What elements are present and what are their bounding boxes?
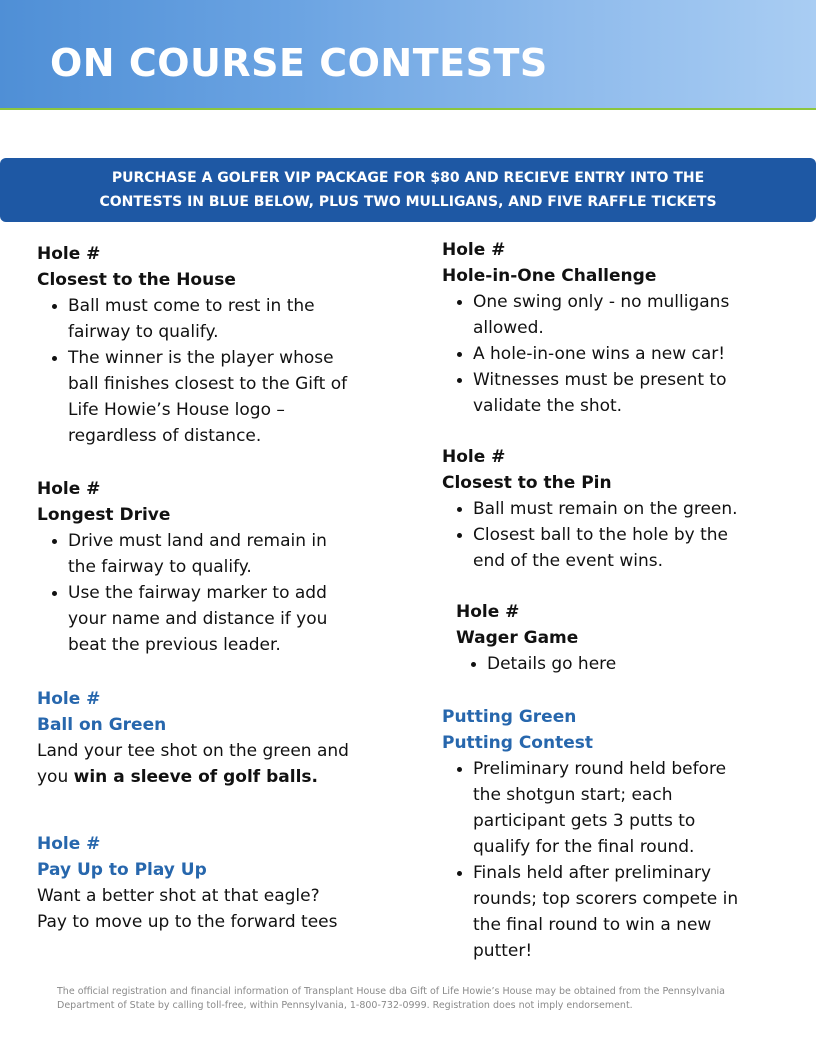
hole-number-label: Hole # (37, 244, 101, 264)
contest-title: Longest Drive (37, 505, 171, 525)
page-title: ON COURSE CONTESTS (50, 41, 548, 85)
contest-rules-list (442, 756, 802, 964)
contest-wager-game (456, 599, 796, 677)
contest-title: Putting Contest (442, 733, 593, 753)
list-item: • Use the fairway marker to add your name and distance if you beat the previous leader. (68, 580, 397, 658)
contest-rules-list (37, 528, 397, 658)
list-item: • Closest ball to the hole by the end of the event wins. (473, 522, 802, 574)
contest-pay-up (37, 831, 397, 935)
contest-rules-list (442, 496, 802, 574)
contest-description-line-2: you win a sleeve of golf balls. (37, 767, 318, 787)
contest-closest-to-house (37, 241, 397, 449)
prize-text: win a sleeve of golf balls. (73, 767, 318, 787)
hole-number-label: Hole # (37, 479, 101, 499)
banner-line-1: PURCHASE A GOLFER VIP PACKAGE FOR $80 AND RECIEVE ENTRY INTO THE (111, 170, 705, 186)
hole-number-label: Hole # (456, 602, 520, 622)
contest-description-line-2: Pay to move up to the forward tees (37, 912, 338, 932)
hole-number-label: Hole # (37, 689, 101, 709)
contest-title: Hole-in-One Challenge (442, 266, 657, 286)
contest-rules-list (37, 293, 397, 449)
disclaimer-line-1: The official registration and financial information of Transplant House dba Gift of Life Howie’s House may be obtained from the Pennsylvania (57, 986, 725, 997)
contest-title: Closest to the House (37, 270, 236, 290)
contest-hole-in-one (442, 237, 802, 419)
contest-title: Wager Game (456, 628, 579, 648)
contest-closest-to-pin (442, 444, 802, 574)
contest-rules-list (456, 651, 796, 677)
contest-description: Want a better shot at that eagle? (37, 886, 320, 906)
contest-title: Ball on Green (37, 715, 167, 735)
hole-number-label: Hole # (442, 447, 506, 467)
list-item: • One swing only - no mulligans allowed. (473, 289, 802, 341)
list-item: • Details go here (487, 651, 796, 677)
contest-description: Land your tee shot on the green and (37, 741, 349, 761)
contest-title: Closest to the Pin (442, 473, 612, 493)
list-item: • The winner is the player whose ball finishes closest to the Gift of Life Howie’s House logo – regardless of distance. (68, 345, 397, 449)
list-item: • Ball must come to rest in the fairway to qualify. (68, 293, 397, 345)
list-item: • Drive must land and remain in the fairway to qualify. (68, 528, 397, 580)
contest-location-label: Putting Green (442, 707, 577, 727)
hole-number-label: Hole # (37, 834, 101, 854)
list-item: • Finals held after preliminary rounds; top scorers compete in the final round to win a new putter! (473, 860, 802, 964)
disclaimer-line-2: Department of State by calling toll-free, within Pennsylvania, 1-800-732-0999. Registration does not imply endorsement. (57, 1000, 633, 1011)
banner-line-2: CONTESTS IN BLUE BELOW, PLUS TWO MULLIGANS, AND FIVE RAFFLE TICKETS (99, 194, 717, 210)
legal-disclaimer (57, 985, 757, 1013)
contest-title: Pay Up to Play Up (37, 860, 207, 880)
list-item: • Preliminary round held before the shotgun start; each participant gets 3 putts to qualify for the final round. (473, 756, 802, 860)
contest-ball-on-green (37, 686, 397, 790)
contest-rules-list (442, 289, 802, 419)
list-item: • Ball must remain on the green. (473, 496, 802, 522)
list-item: • Witnesses must be present to validate the shot. (473, 367, 802, 419)
hole-number-label: Hole # (442, 240, 506, 260)
header-banner (0, 0, 816, 110)
list-item: • A hole-in-one wins a new car! (473, 341, 802, 367)
contest-longest-drive (37, 476, 397, 658)
contest-putting (442, 704, 802, 964)
vip-package-banner (0, 158, 816, 222)
